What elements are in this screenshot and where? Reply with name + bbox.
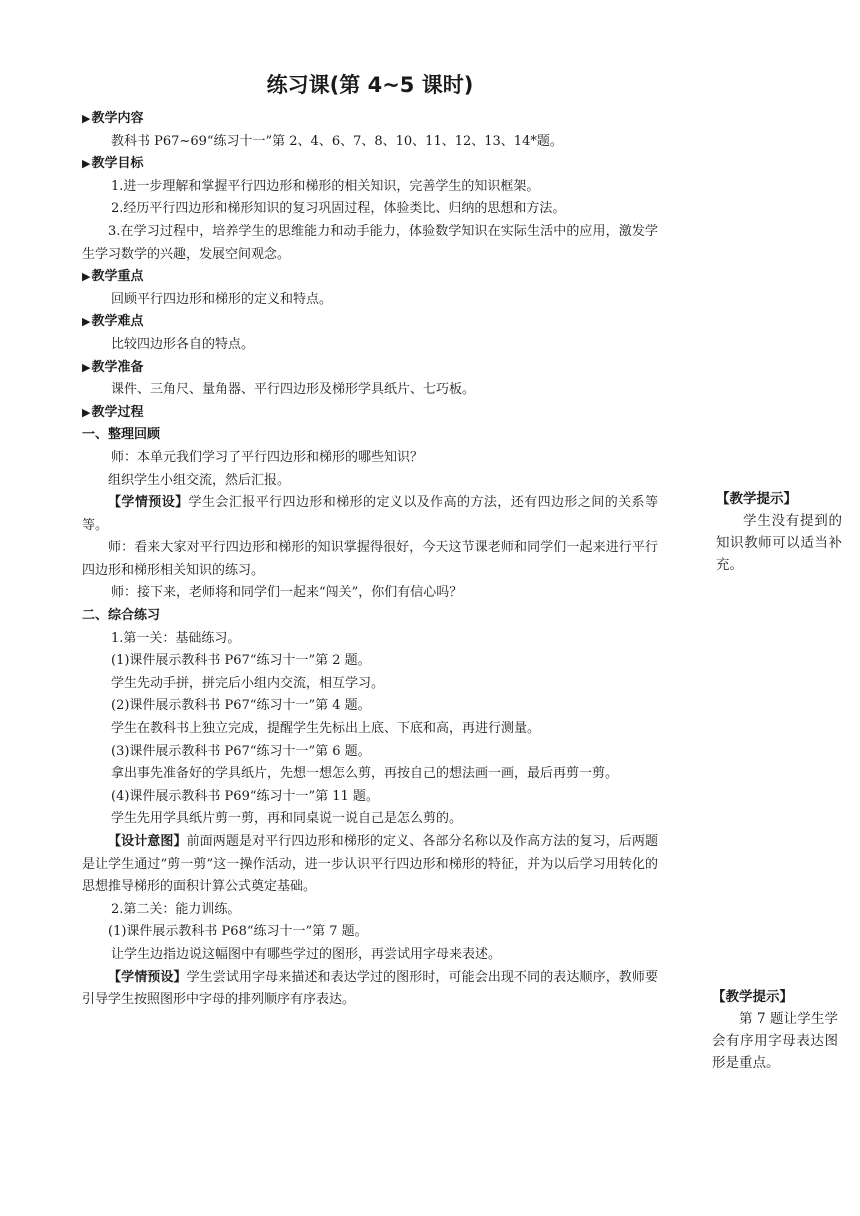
level-heading: 2.第二关：能力训练。 [111,901,241,917]
sidebar-note-body: 学生没有提到的知识教师可以适当补充。 [716,513,842,573]
sidebar-note [712,986,838,1074]
section-heading-process: ▶教学过程 [82,404,144,420]
paragraph: 师：看来大家对平行四边形和梯形的知识掌握得很好，今天这节课老师和同学们一起来进行平行四边形和梯形相关知识的练习。 [82,540,658,578]
goal-item: 2.经历平行四边形和梯形知识的复习巩固过程，体验类比、归纳的思想和方法。 [111,201,566,217]
difficulty-text: 比较四边形各自的特点。 [111,336,255,352]
list-item: 学生先动手拼，拼完后小组内交流，相互学习。 [111,675,385,691]
triangle-bullet-icon: ▶ [82,360,91,374]
list-item: (3)课件展示教科书 P67“练习十一”第 6 题。 [111,743,371,759]
part2-heading: 二、综合练习 [82,608,161,624]
sidebar-note-body: 第 7 题让学生学会有序用字母表达图形是重点。 [712,1011,838,1071]
list-item: (1)课件展示教科书 P67“练习十一”第 2 题。 [111,653,371,669]
list-item: 拿出事先准备好的学具纸片，先想一想怎么剪，再按自己的想法画一画，最后再剪一剪。 [111,766,619,782]
key-text: 回顾平行四边形和梯形的定义和特点。 [111,291,333,307]
preset-tag: 【学情预设】 [108,495,189,511]
level-heading: 1.第一关：基础练习。 [111,630,241,646]
goal-item: 3.在学习过程中，培养学生的思维能力和动手能力，体验数学知识在实际生活中的应用，激发学生学习数学的兴趣，发展空间观念。 [82,223,658,262]
triangle-bullet-icon: ▶ [82,405,91,419]
section-heading-key: ▶教学重点 [82,269,144,285]
part1-heading: 一、整理回顾 [82,427,161,443]
section-heading-difficulty: ▶教学难点 [82,314,144,330]
preset-tag: 【学情预设】 [108,969,187,985]
page-title: 练习课(第 4~5 课时) [266,73,474,97]
section-heading-prep: ▶教学准备 [82,359,144,375]
paragraph: 师：接下来，老师将和同学们一起来“闯关”，你们有信心吗？ [111,585,463,601]
triangle-bullet-icon: ▶ [82,112,91,125]
triangle-bullet-icon: ▶ [82,157,91,171]
paragraph: 组织学生小组交流，然后汇报。 [108,472,291,488]
prep-text: 课件、三角尺、量角器、平行四边形及梯形学具纸片、七巧板。 [111,382,476,398]
triangle-bullet-icon: ▶ [82,270,91,284]
list-item: 学生先用学具纸片剪一剪，再和同桌说一说自己是怎么剪的。 [111,811,463,827]
section-heading-content: ▶教学内容 [82,111,144,126]
design-tag: 【设计意图】 [108,834,187,849]
list-item: 学生在教科书上独立完成，提醒学生先标出上底、下底和高，再进行测量。 [111,721,541,737]
triangle-bullet-icon: ▶ [82,315,91,329]
goal-item: 1.进一步理解和掌握平行四边形和梯形的相关知识，完善学生的知识框架。 [111,178,540,194]
design-paragraph: 【设计意图】前面两题是对平行四边形和梯形的定义、各部分名称以及作高方法的复习，后两题是让学生通过“剪一剪”这一操作活动，进一步认识平行四边形和梯形的特征，并为以后学习用转化的思想推导梯形的面积计算公式奠定基础。 [82,834,658,895]
content-text: 教科书 P67~69“练习十一”第 2、4、6、7、8、10、11、12、13、14*题。 [111,133,563,149]
list-item: 让学生边指边说这幅图中有哪些学过的图形，再尝试用字母来表述。 [111,946,502,962]
list-item: (1)课件展示教科书 P68“练习十一”第 7 题。 [108,924,368,940]
main-column [82,108,658,1012]
sidebar-note-title: 【教学提示】 [716,491,797,507]
sidebar-note [716,488,842,576]
section-heading-goals: ▶教学目标 [82,156,144,172]
sidebar-note-title: 【教学提示】 [712,989,793,1005]
preset-paragraph: 【学情预设】学生尝试用字母来描述和表达学过的图形时，可能会出现不同的表达顺序，教师要引导学生按照图形中字母的排列顺序有序表达。 [82,969,658,1008]
list-item: (2)课件展示教科书 P67“练习十一”第 4 题。 [111,698,371,714]
preset-paragraph: 【学情预设】学生会汇报平行四边形和梯形的定义以及作高的方法，还有四边形之间的关系等等。 [82,495,658,533]
list-item: (4)课件展示教科书 P69“练习十一”第 11 题。 [111,788,379,804]
paragraph: 师：本单元我们学习了平行四边形和梯形的哪些知识？ [111,449,424,465]
